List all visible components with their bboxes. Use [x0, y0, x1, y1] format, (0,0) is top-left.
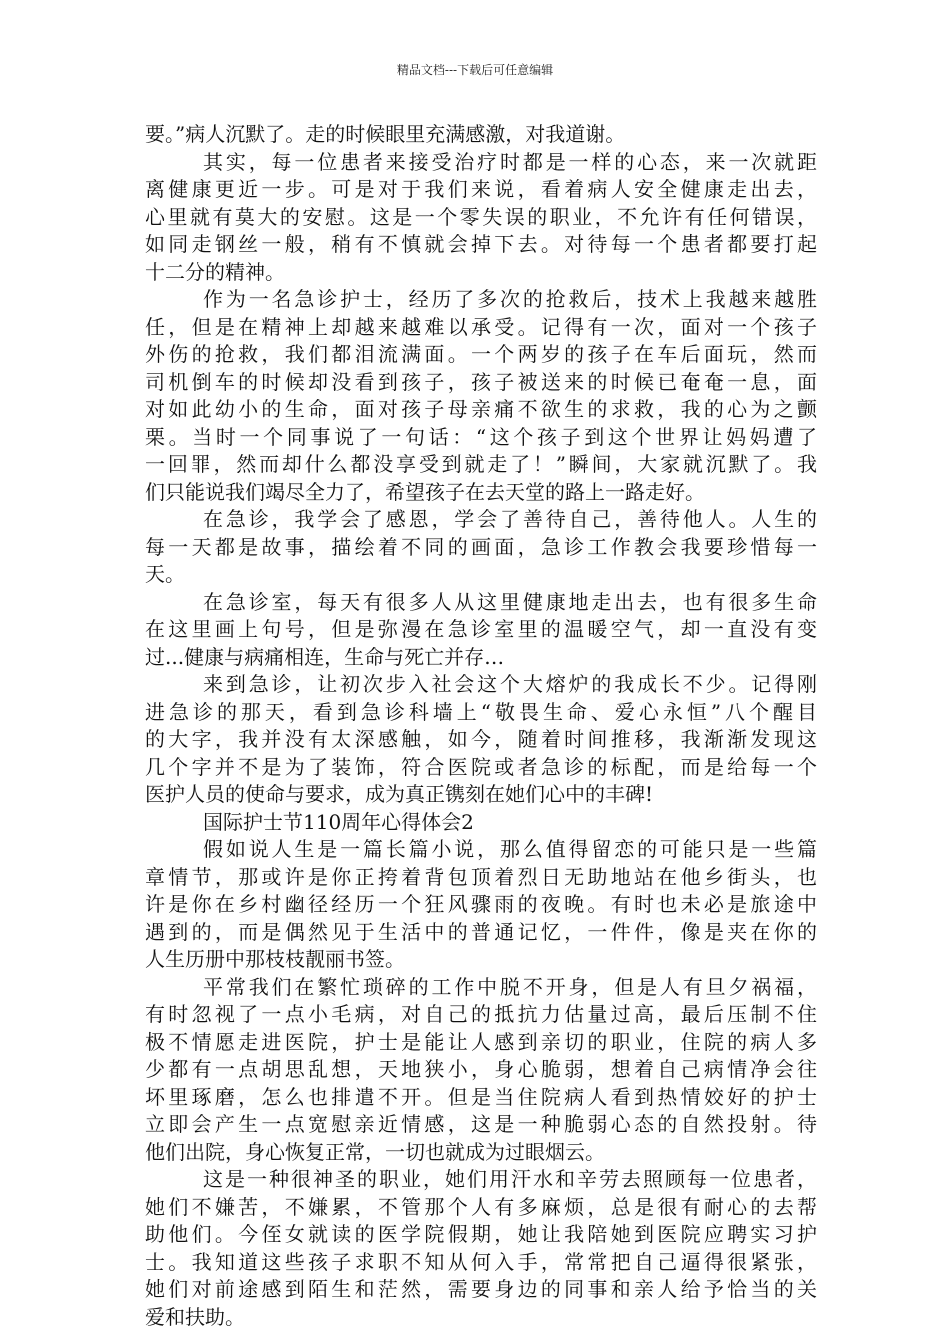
text-line: 十二分的精神。 [145, 259, 285, 284]
text-line: 立即会产生一点宽慰亲近情感，这是一种脆弱心态的自然投射。待 [145, 1112, 817, 1136]
text-line: 少都有一点胡思乱想，天地狭小，身心脆弱，想着自己病情净会往 [145, 1057, 817, 1081]
text-line: 助他们。今侄女就读的医学院假期，她让我陪她到医院应聘实习护 [145, 1222, 817, 1246]
text-line: 来到急诊，让初次步入社会这个大熔炉的我成长不少。记得刚 [203, 672, 817, 696]
text-line: 许是你在乡村幽径经历一个狂风骤雨的夜晚。有时也未必是旅途中 [145, 892, 817, 916]
text-line: 士。我知道这些孩子求职不知从何入手，常常把自己逼得很紧张， [145, 1249, 817, 1274]
text-line: 极不情愿走进医院，护士是能让人感到亲切的职业，住院的病人多 [145, 1029, 817, 1054]
text-line: 在急诊室，每天有很多人从这里健康地走出去，也有很多生命 [203, 589, 817, 614]
text-line: 进急诊的那天，看到急诊科墙上“敬畏生命、爱心永恒”八个醒目 [145, 699, 817, 724]
text-line: 每一天都是故事，描绘着不同的画面，急诊工作教会我要珍惜每一 [145, 534, 817, 559]
text-line: 她们不嫌苦，不嫌累，不管那个人有多麻烦，总是很有耐心的去帮 [145, 1194, 817, 1219]
text-line: 人生历册中那枝枝靓丽书签。 [145, 947, 405, 971]
text-line: 过...健康与病痛相连，生命与死亡并存… [145, 644, 505, 669]
text-line: 其实，每一位患者来接受治疗时都是一样的心态，来一次就距 [203, 149, 817, 174]
text-line: 在急诊，我学会了感恩，学会了善待自己，善待他人。人生的 [203, 507, 817, 531]
text-line: 要。”病人沉默了。走的时候眼里充满感激，对我道谢。 [145, 122, 626, 146]
text-line: 如同走钢丝一般，稍有不慎就会掉下去。对待每一个患者都要打起 [145, 232, 817, 256]
text-line: 医护人员的使命与要求，成为真正镌刻在她们心中的丰碑! [145, 782, 654, 806]
text-line: 离健康更近一步。可是对于我们来说，看着病人安全健康走出去， [145, 177, 817, 201]
text-line: 章情节，那或许是你正挎着背包顶着烈日无助地站在他乡街头，也 [145, 864, 817, 889]
text-line: 心里就有莫大的安慰。这是一个零失误的职业，不允许有任何错误， [145, 204, 817, 229]
text-line: 遇到的，而是偶然见于生活中的普通记忆，一件件，像是夹在你的 [145, 919, 817, 944]
text-line: 她们对前途感到陌生和茫然，需要身边的同事和亲人给予恰当的关 [145, 1277, 817, 1301]
text-line: 他们出院，身心恢复正常，一切也就成为过眼烟云。 [145, 1139, 605, 1164]
text-line: 这是一种很神圣的职业，她们用汗水和辛劳去照顾每一位患者， [203, 1167, 817, 1191]
text-line: 作为一名急诊护士，经历了多次的抢救后，技术上我越来越胜 [203, 287, 817, 311]
text-line: 司机倒车的时候却没看到孩子，孩子被送来的时候已奄奄一息，面 [145, 369, 817, 394]
page-header: 精品文档---下载后可任意编辑 [396, 63, 554, 77]
text-line: 平常我们在繁忙琐碎的工作中脱不开身，但是人有旦夕祸福， [203, 974, 817, 999]
text-line: 的大字，我并没有太深感触，如今，随着时间推移，我渐渐发现这 [145, 727, 817, 751]
text-line: 在这里画上句号，但是弥漫在急诊室里的温暖空气，却一直没有变 [145, 617, 817, 641]
text-line: 国际护士节110周年心得体会2 [203, 809, 474, 834]
text-line: 栗。当时一个同事说了一句话：“这个孩子到这个世界让妈妈遭了 [145, 424, 817, 449]
text-line: 假如说人生是一篇长篇小说，那么值得留恋的可能只是一些篇 [203, 837, 817, 861]
text-line: 任，但是在精神上却越来越难以承受。记得有一次，面对一个孩子 [145, 314, 817, 339]
text-line: 天。 [145, 562, 185, 586]
text-line: 对如此幼小的生命，面对孩子母亲痛不欲生的求救，我的心为之颤 [145, 397, 817, 421]
text-line: 坏里琢磨，怎么也排遣不开。但是当住院病人看到热情姣好的护士 [145, 1084, 817, 1109]
text-line: 们只能说我们竭尽全力了，希望孩子在去天堂的路上一路走好。 [145, 479, 705, 504]
text-line: 一回罪，然而却什么都没享受到就走了！”瞬间，大家就沉默了。我 [145, 452, 817, 476]
text-line: 几个字并不是为了装饰，符合医院或者急诊的标配，而是给每一个 [145, 754, 817, 779]
text-line: 爱和扶助。 [145, 1304, 245, 1329]
document-body [145, 121, 817, 1331]
text-line: 外伤的抢救，我们都泪流满面。一个两岁的孩子在车后面玩，然而 [145, 342, 817, 366]
text-line: 有时忽视了一点小毛病，对自己的抵抗力估量过高，最后压制不住 [145, 1002, 817, 1026]
